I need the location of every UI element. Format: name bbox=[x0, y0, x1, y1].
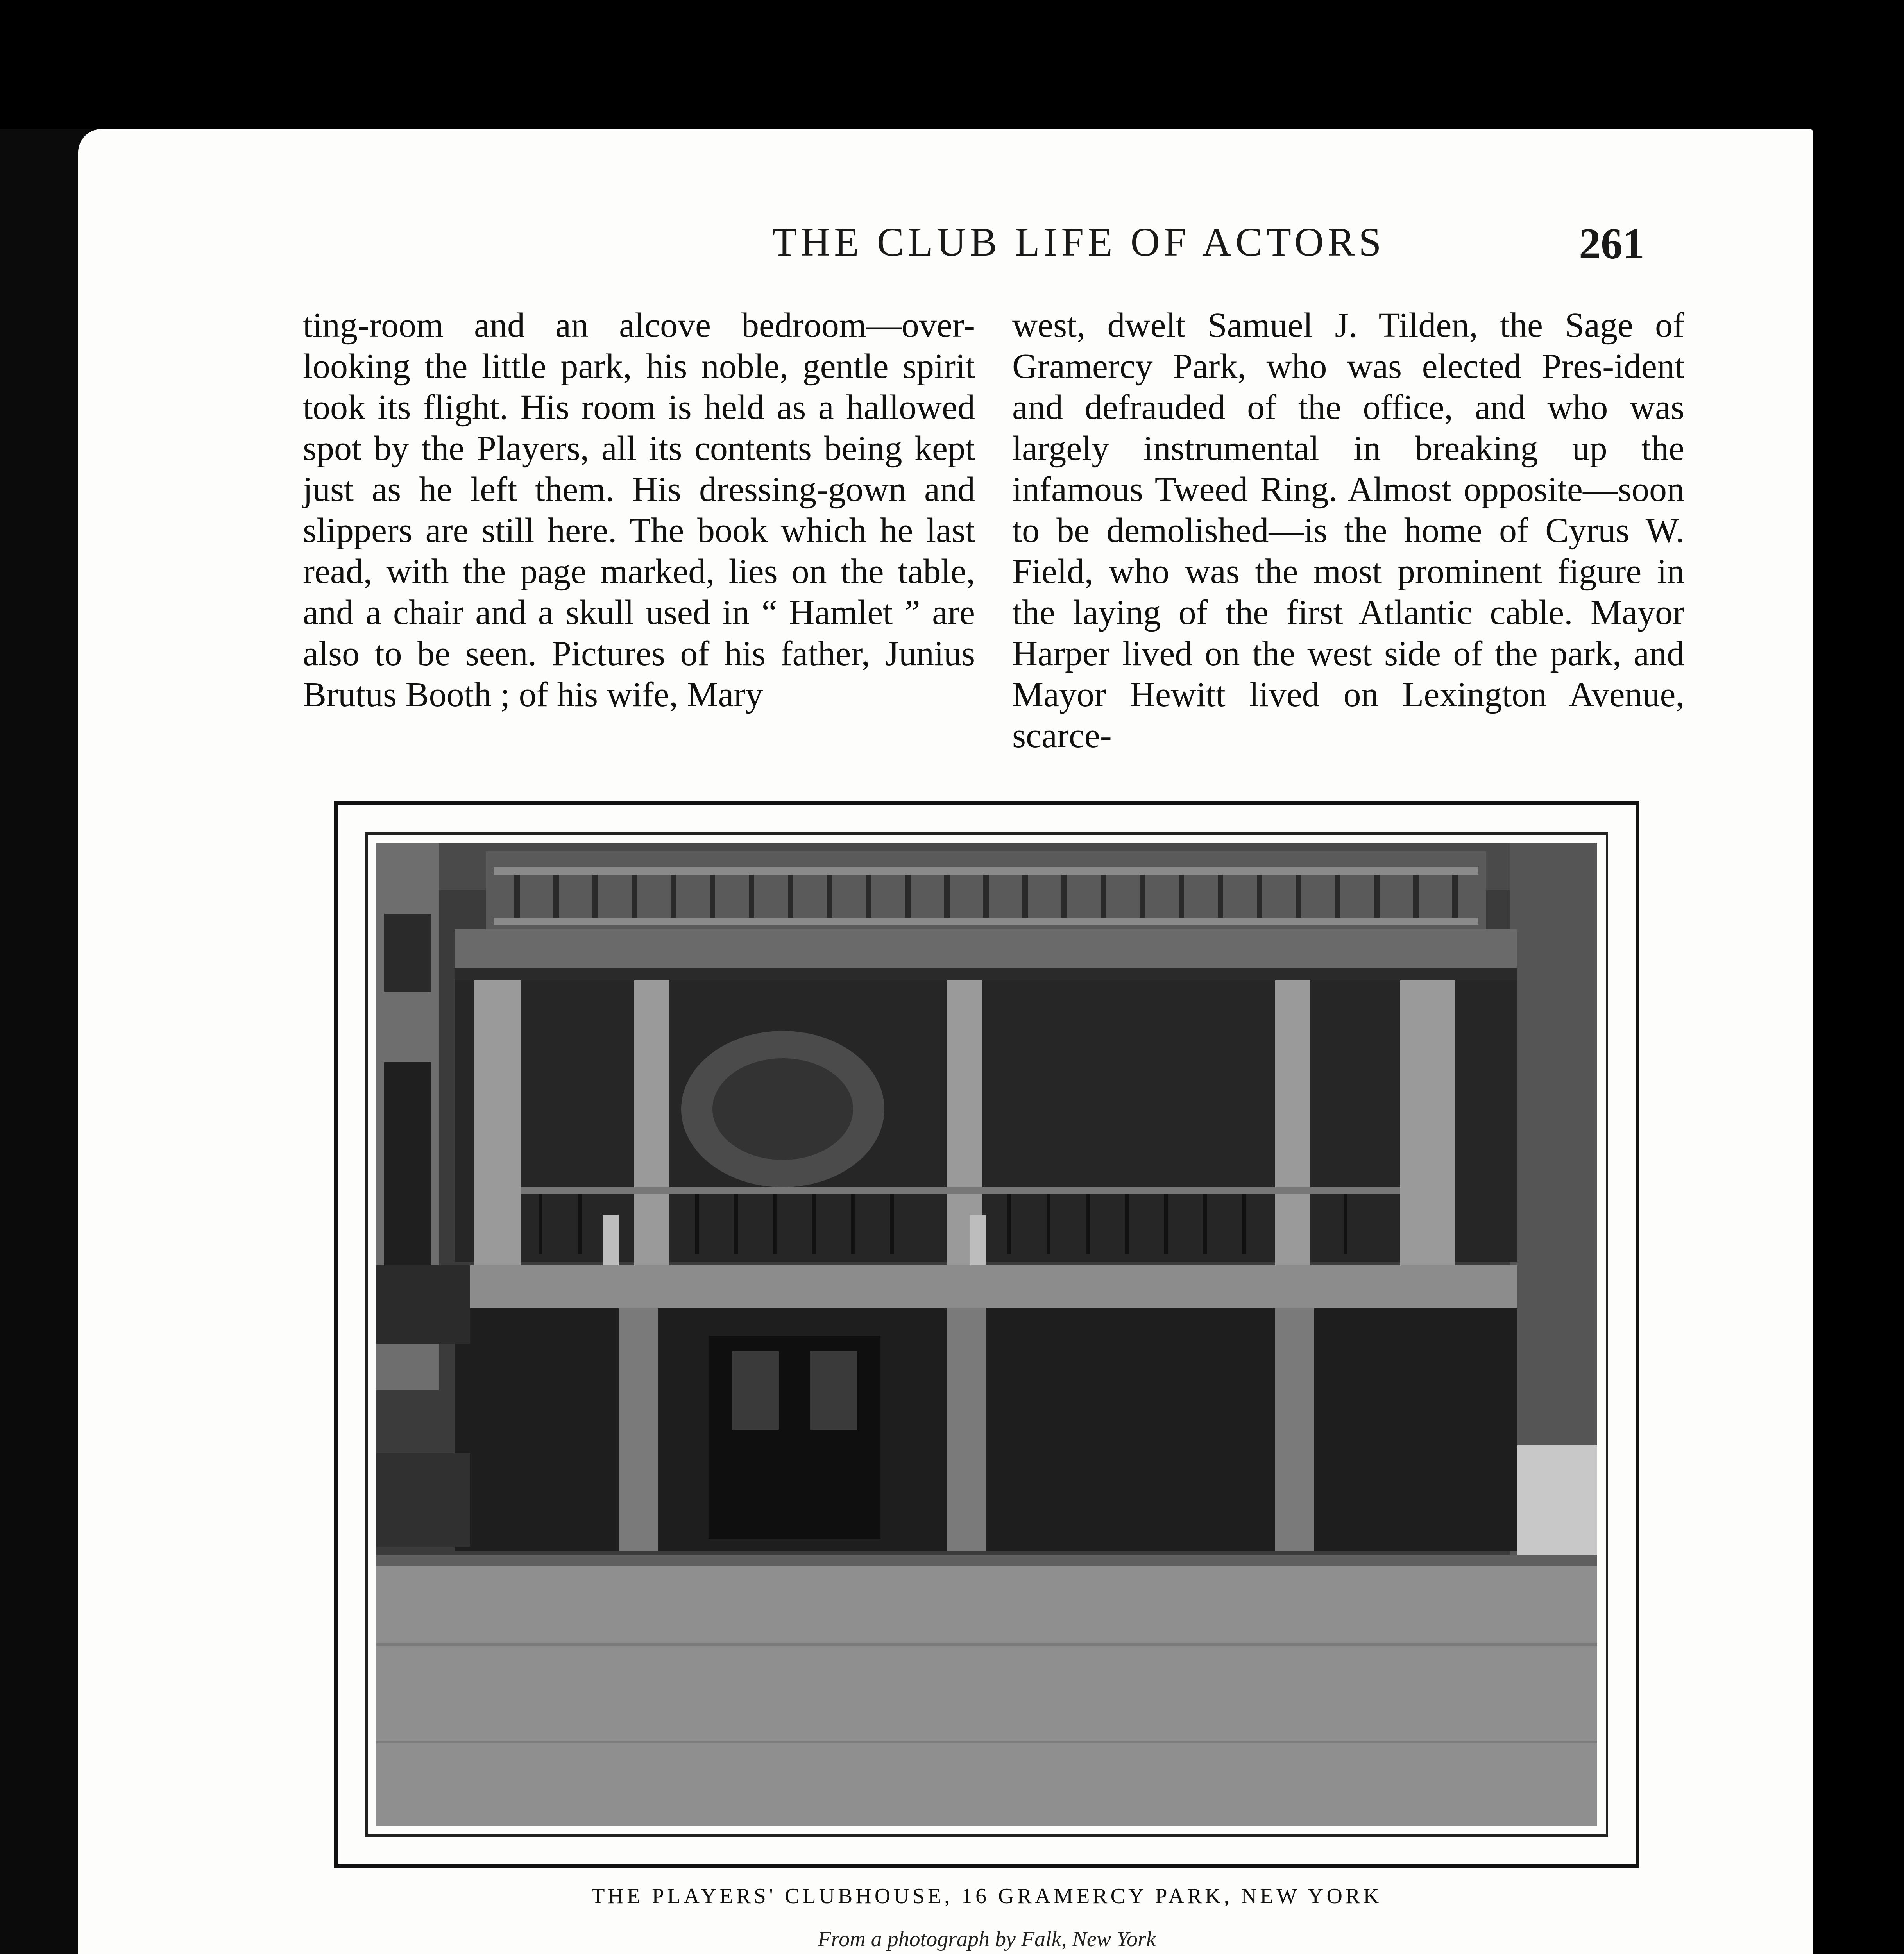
column-top-left bbox=[303, 305, 975, 715]
page-number: 261 bbox=[1579, 220, 1645, 268]
paragraph: ting-room and an alcove bedroom—over-looking the little park, his noble, gentle spirit took its flight. His room is held as a hallowed spot by the Players, all its contents being kept just as he left them. His dressing-gown and slippers are still here. The book which he last read, with the page marked, lies on the table, and a chair and a skull used in “ Hamlet ” are also to be seen. Pictures of his father, Junius Brutus Booth ; of his wife, Mary bbox=[303, 306, 975, 714]
figure-inner-border bbox=[365, 832, 1608, 1837]
running-head: THE CLUB LIFE OF ACTORS bbox=[772, 220, 1385, 265]
paragraph: west, dwelt Samuel J. Tilden, the Sage of Gramercy Park, who was elected Pres-ident and defrauded of the office, and who was largely instrumental in breaking up the infamous Tweed Ring. Almost opposite—soon to be demolished—is the home of Cyrus W. Field, who was the most prominent figure in the laying of the first Atlantic cable. Mayor Harper lived on the west side of the park, and Mayor Hewitt lived on Lexington Avenue, scarce- bbox=[1012, 306, 1684, 755]
column-top-right bbox=[1012, 305, 1684, 756]
figure-frame bbox=[334, 801, 1639, 1868]
figure-caption: THE PLAYERS' CLUBHOUSE, 16 GRAMERCY PARK, NEW YORK bbox=[591, 1884, 1382, 1908]
photo-credit: From a photograph by Falk, New York bbox=[818, 1927, 1156, 1951]
clubhouse-photo bbox=[376, 843, 1597, 1826]
